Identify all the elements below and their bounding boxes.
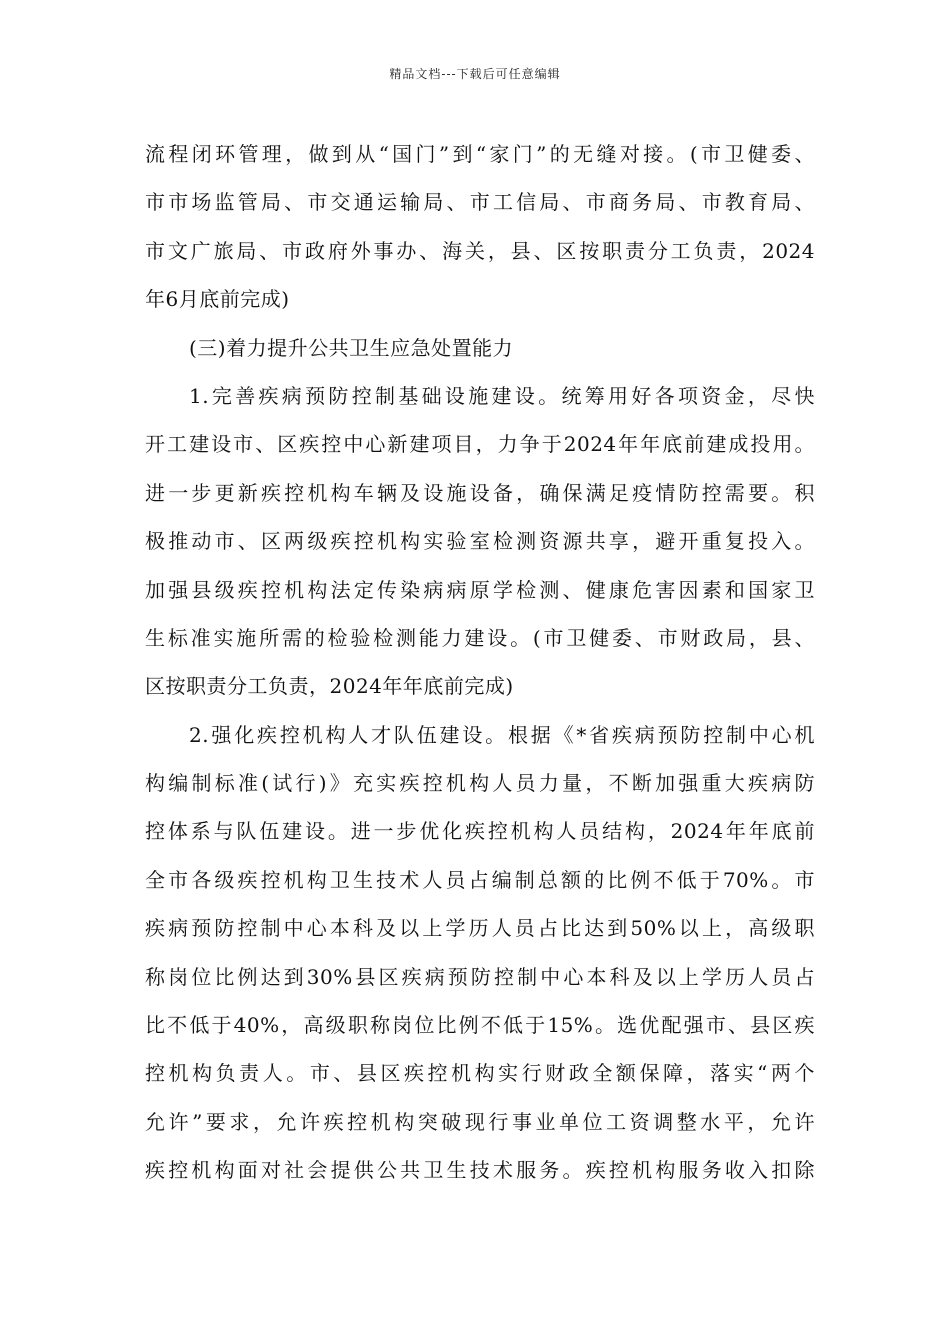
text-line: 进一步更新疾控机构车辆及设施设备，确保满足疫情防控需要。积 — [145, 480, 815, 505]
text-line: 加强县级疾控机构法定传染病病原学检测、健康危害因素和国家卫 — [145, 577, 815, 602]
text-line: 市市场监管局、市交通运输局、市工信局、市商务局、市教育局、 — [145, 190, 815, 215]
page-header: 精品文档---下载后可任意编辑 — [389, 67, 561, 81]
text-line: 疾病预防控制中心本科及以上学历人员占比达到50%以上，高级职 — [145, 916, 815, 941]
text-line: 年6月底前完成) — [145, 287, 290, 312]
text-line: 称岗位比例达到30%县区疾病预防控制中心本科及以上学历人员占 — [145, 964, 815, 989]
text-line: 疾控机构面对社会提供公共卫生技术服务。疾控机构服务收入扣除 — [145, 1158, 815, 1183]
text-line: 1.完善疾病预防控制基础设施建设。统筹用好各项资金，尽快 — [189, 383, 815, 408]
text-line: 全市各级疾控机构卫生技术人员占编制总额的比例不低于70%。市 — [145, 867, 815, 892]
document-body — [145, 130, 815, 1195]
text-line: 流程闭环管理，做到从“国门”到“家门”的无缝对接。(市卫健委、 — [145, 142, 815, 166]
text-line: 控体系与队伍建设。进一步优化疾控机构人员结构，2024年年底前 — [145, 819, 815, 844]
text-line: 允许”要求，允许疾控机构突破现行事业单位工资调整水平，允许 — [145, 1109, 815, 1134]
text-line: 比不低于40%，高级职称岗位比例不低于15%。选优配强市、县区疾 — [145, 1013, 815, 1038]
text-line: 开工建设市、区疾控中心新建项目，力争于2024年年底前建成投用。 — [145, 432, 815, 457]
text-line: 构编制标准(试行)》充实疾控机构人员力量，不断加强重大疾病防 — [145, 771, 815, 796]
text-line: 生标准实施所需的检验检测能力建设。(市卫健委、市财政局，县、 — [145, 625, 815, 650]
text-line: 极推动市、区两级疾控机构实验室检测资源共享，避开重复投入。 — [145, 529, 815, 554]
text-line: 控机构负责人。市、县区疾控机构实行财政全额保障，落实“两个 — [145, 1061, 815, 1086]
text-line: 区按职责分工负责，2024年年底前完成) — [145, 674, 514, 699]
text-line: (三)着力提升公共卫生应急处置能力 — [189, 335, 514, 360]
text-line: 2.强化疾控机构人才队伍建设。根据《*省疾病预防控制中心机 — [189, 722, 815, 747]
text-line: 市文广旅局、市政府外事办、海关，县、区按职责分工负责，2024 — [145, 238, 815, 263]
